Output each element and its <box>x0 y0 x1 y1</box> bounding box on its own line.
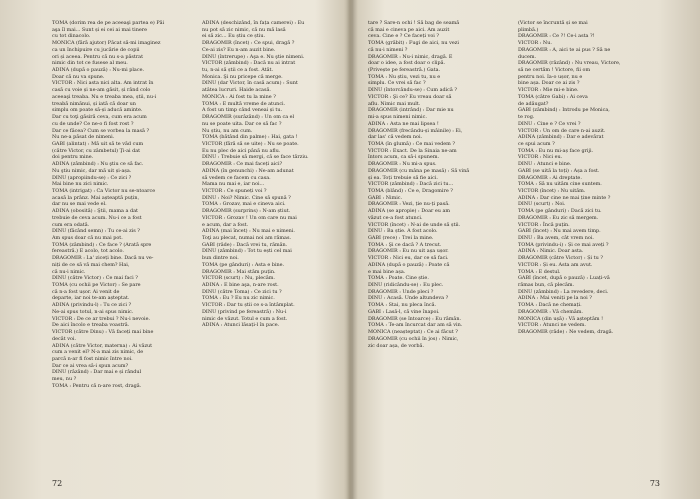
left-page-number: 72 <box>52 479 63 488</box>
book-gutter <box>344 0 358 499</box>
right-page-column-1-text: tare ? Sare-n ochi ! Să bag de seamă că mai e cineva pe aici. Am auzit ceva. Cine e ? Ce faceți voi ? TOMA (grăbit) : Fugi de aici, nu vezi că nu-i nimeni ? DRAGOMIR : Nu-i nimic, dragă. E doar o idee, a fost doar o clipă. (Privește pe fereastră.) Gata. TOMA : Nu știu, vezi tu, nu e simplu. Ce vrei să fac ? DINU (întorcându-se) : Cum adică ? VICTOR : Şi ce? Eu vreau doar să aflu. Nimic mai mult. DRAGOMIR (intrând) : Dar mie nu mi-a spus nimeni nimic. ADINA : Asta ne mai lipsea ! DRAGOMIR (frecându-și mâinile) : Ei, dar las' că vedem noi. TOMA (în glumă) : Ce mai vedem ? VICTOR : Exact. De la Sinaia ne-am întors acum, ca să-i spunem. DRAGOMIR : Nu mi-a spus. DRAGOMIR (cu mâna pe masă) : Să vină și ea. Toți trebuie să fie aici. VICTOR (zâmbind) : Dacă zici tu... TOMA (blând) : Ce e, Dragomire ? GABI : Nimic. DRAGOMIR : Vezi, ție nu-ți pasă. ADINA (se apropie) : Doar eu am văzut ce-a fost atunci. VICTOR (încet) : N-ai de unde să știi. DINU : Ba știe. A fost acolo. GABI (rece) : Trei la mine. TOMA : Şi ce dacă ? A trecut. DRAGOMIR : Eu nu uit așa ușor. VICTOR : Nici eu, dar ce să faci. ADINA (după o pauză) : Poate că e mai bine așa. TOMA : Poate. Cine știe. DINU (ridicându-se) : Eu plec. DRAGOMIR : Unde pleci ? DINU : Acasă. Unde altundeva ? TOMA : Stai, nu pleca încă. GABI : Lasă-l, că vine înapoi. DRAGOMIR (se întoarce) : Eu rămân. TOMA : Te-am încurcat dar am să vin. MONICA (neașteptat) : Ce ai făcut ? DRAGOMIR (cu ochii în jos) : Nimic, zic doar așa, de vorbă. <box>368 20 470 349</box>
right-page-number: 73 <box>649 479 660 488</box>
right-page-column-2 <box>518 20 658 468</box>
left-page-column-1-text: TOMA (dorim rea de pe aceeaşi partea e) Păi aşa îl mai... Sunt și ei cei ai mai tinere cu tot dinacolo. MONICA (fără ajutor) Păcat să-mi imaginez ca un închipuire cu jucărie de copii ori și aceea. Pentru că nu s-a păstrat nimic din tot ce fusese al meu. ADINA (după o pauză) : Nu-mi place. Doar că nu va spune. VICTOR : Nici asta nici alta. Am intrat în casă cu voie și ne-am găsit, și rând colo aceeaşi treaba. Nu e treaba mea, știi, nu-i treabă nimănui, și iată că doar un simplu om poate să-și aducă aminte. Dar cu toţi găsiră ceva, cum era acum cu de unde? Ce ne-o fi fost rost ? Dar ce făcea? Cum se vorbea la masă ? Nu ne-a păsat de nimeni. GABI (alintat) : Mă uit să te văd cum (către Victor, cu zâmbetul) Ţi-ai dat doi pentru mine. ADINA (zâmbind) : Nu ştiu ce să fac. Nu ştiu nimic, dar mă uit și-așa. DINU (apropiindu-se) : Ce zici ? Mai bine nu zici nimic. TOMA (intrigat) : Ca Victor nu se-ntoarce acasă la prânz. Mai așteaptă puțin, dar nu se mai vede el. ADINA (obosită) : Ştii, mama a dat trebuie de ceva acum. Nu-i ce a fost cum era odată. DINU (făcând semn) : Tu ce-ai zis ? Am spus doar că nu mai pot. TOMA (zâmbind) : Ce face ? (Arată spre fereastră.) E acolo, tot acolo. DRAGOMIR : La' ziceți bine. Dacă nu ve- niți de ce să vă mai chem? Hai, că nu-i nimic. DINU (către Victor) : Ce mai faci ? TOMA (cu ochii pe Victor) : Se pare că n-a fost ușor. Ai venit de departe, iar noi te-am așteptat. ADINA (privindu-l) : Tu ce zici ? Ne-ai spus totul, n-ai spus nimic. VICTOR : De ce ar trebui ? Nu-i nevoie. De aici încolo e treaba voastră. VICTOR (către Dinu) : Vă faceți mai bine decât voi. ADINA (către Victor, materna) : Ai văzut cum a venit el? N-a mai zis nimic, de parcă n-ar fi fost nimic între noi. Dar ce ai vrea să-i spun acum? DINU (râzând) : Dar mai e și rândul meu, nu ? TOMA : Pentru că n-are rost, dragă. <box>52 20 165 389</box>
right-page <box>368 20 660 490</box>
left-page-column-1 <box>52 20 192 468</box>
left-page-column-2-text: ADINA (deschizând, în fața camerei) : Eu nu pot să zic nimic, că nu mă lasă ei să zic... Eu știu ce știu. DRAGOMIR (încet) : Ce spui, dragă ? Ce-ai zis? Eu n-am auzit bine. DINU (întrerupe) : Aşa e. Nu ştie nimeni. VICTOR (zâmbind) : Dacă nu ai intrat tu, n-ai să știi ce a fost. Atât. Monica. Şi nu pricepe că merge. DINU (dar Victor, în casă acum) : Sunt atâtea lucruri. Haide acasă. MONICA : Ai fost tu la mine ? TOMA : E multă vreme de atunci. A fost un timp când veneai și tu. DRAGOMIR (surâzând) : Un om ca el nu se poate uita. Dar ce să fac ? Nu știu, nu am cum. TOMA (bătând din palme) : Hai, gata ! VICTOR (fără să se uite) : Nu se poate. Eu nu plec de aici până nu aflu. DINU : Trebuie să mergi, că se face târziu. DRAGOMIR : Ce mai faceți aici? ADINA (în genunchi) : Ne-am adunat să vedem ce facem cu casa. Mama nu mai e, iar noi... VICTOR : Ce spuneți voi ? DINU : Noi? Nimic. Cine să spună ? TOMA : Grozav, mai e cineva aici. DRAGOMIR (surprins) : N-am știut. VICTOR : Grozav ! Un om care nu mai e acum, dar a fost. ADINA (mai încet) : Nu mai e nimeni. Toţi au plecat, numai noi am rămas. GABI (râde) : Dacă vrei tu, rămân. DINU (zâmbind) : Tot tu ești cel mai bun dintre noi. TOMA (pe gânduri) : Asta e bine. DRAGOMIR : Mai stăm puțin. VICTOR (scurt) : Nu, plecăm. ADINA : E bine aşa, n-are rost. DINU (către Toma) : Ce zici tu ? TOMA : Eu ? Eu nu zic nimic. VICTOR : Dar tu știi ce s-a întâmplat. DINU (privind pe fereastră) : Nu-i nimic de văzut. Totul e cum a fost. ADINA : Atunci lăsați-l în pace. <box>202 20 309 329</box>
right-page-column-1 <box>368 20 508 468</box>
right-page-column-2-text: (Victor se încruntă și se mai plimbă.) DRAGOMIR : Ce ?! Ce-i asta ?! VICTOR : Nu. DRAGOMIR : A, aici te ai pus ? Să ne ducem. DRAGOMIR (râzând) : Nu vreau, Victore, să ne certăm ! Victore, fii om pentru noi. Ia-o ușor, nu e bine așa. Doar ce ai zis ? VICTOR : Mie mi-e bine. TOMA (către Gabi) : Ai ceva de adăugat? GABI (zâmbind) : Introdu pe Monica, te rog. DINU : Cine e ? Ce vrei ? VICTOR : Un om de care n-ai auzit. ADINA (zâmbind) : Dar e adevărat ce spui acum ? TOMA : Eu nu mi-aș face griji. VICTOR : Nici eu. DINU : Atunci e bine. GABI (se uită la toți) : Așa a fost. DRAGOMIR : Ai dreptate. TOMA : Să nu uităm cine suntem. VICTOR (încet) : Nu uităm. ADINA : Dar cine ne mai ține minte ? DINU (scurt) : Noi. TOMA (pe gânduri) : Dacă zici tu. DRAGOMIR : Eu zic să mergem. VICTOR : Încă puțin. GABI (încet) : Nu mai avem timp. DINU : Ba avem, cât vrem noi. TOMA (privindu-i) : Și ce mai aveți ? ADINA : Nimic. Doar asta. DRAGOMIR (către Victor) : Și tu ? VICTOR : Și eu. Asta am avut. TOMA : E destul. GABI (încet, după o pauză) : Luați-vă rămas bun, că plecăm. DINU (zâmbind) : La revedere, deci. ADINA : Mai veniți pe la noi ? TOMA : Dacă ne chemați. DRAGOMIR : Vă chemăm. MONICA (din ușă) : Vă așteptăm ! VICTOR : Atunci ne vedem. DRAGOMIR (râde) : Ne vedem, dragă. <box>518 20 621 336</box>
left-page-column-2 <box>202 20 342 468</box>
left-page <box>52 20 344 490</box>
